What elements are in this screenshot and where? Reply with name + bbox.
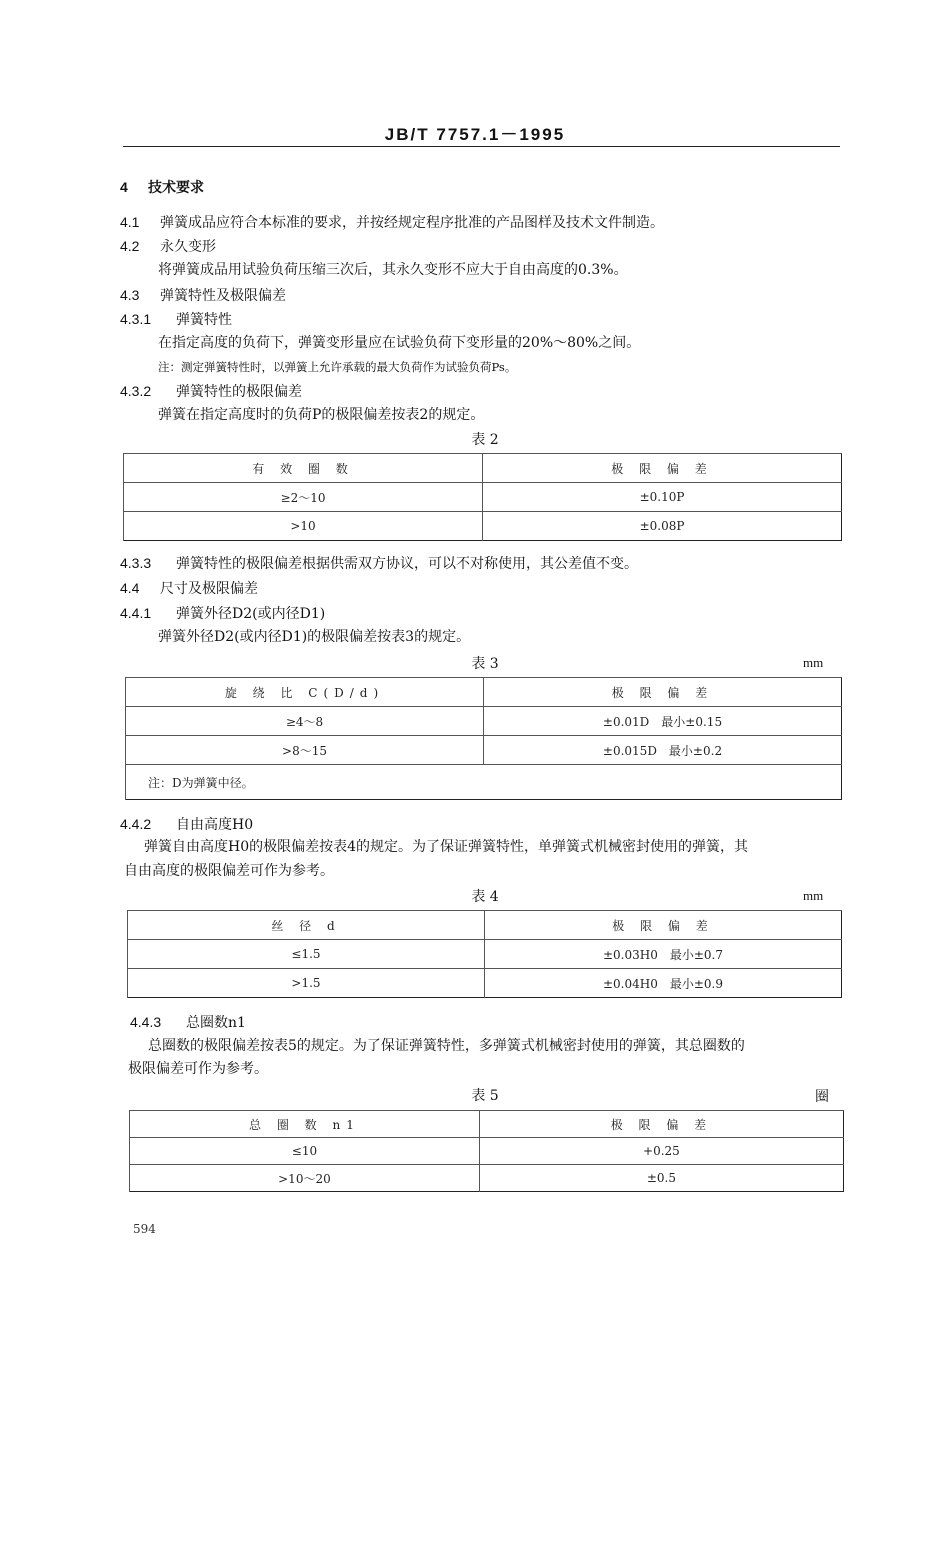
table-cell: +0.25 bbox=[479, 1138, 843, 1165]
table-cell: >10～20 bbox=[130, 1165, 480, 1192]
table-row bbox=[126, 736, 842, 765]
clause-4-4-2-body-line1: 弹簧自由高度H0的极限偏差按表4的规定。为了保证弹簧特性，单弹簧式机械密封使用的弹簧，其 bbox=[144, 839, 749, 855]
clause-4-3-3 bbox=[120, 554, 638, 573]
table-header: 丝 径 d bbox=[128, 911, 485, 940]
clause-number: 4.4.3 bbox=[130, 1014, 162, 1030]
clause-number: 4.4 bbox=[120, 580, 140, 596]
clause-4-3-1-heading bbox=[120, 310, 232, 329]
clause-number: 4.3.3 bbox=[120, 555, 152, 571]
table-cell: ±0.03H0 最小±0.7 bbox=[485, 940, 842, 969]
page-number: 594 bbox=[133, 1222, 156, 1236]
table-row bbox=[128, 940, 842, 969]
table-cell: ±0.5 bbox=[479, 1165, 843, 1192]
table-3-unit: mm bbox=[803, 655, 824, 670]
clause-4-3-heading bbox=[120, 286, 286, 305]
clause-4-4-3-body-line2: 极限偏差可作为参考。 bbox=[128, 1061, 268, 1077]
table-row bbox=[130, 1165, 844, 1192]
table-header: 极 限 偏 差 bbox=[483, 454, 842, 483]
clause-title: 弹簧特性及极限偏差 bbox=[160, 288, 286, 304]
table-header: 极 限 偏 差 bbox=[484, 678, 842, 707]
clause-text: 弹簧特性的极限偏差根据供需双方协议，可以不对称使用，其公差值不变。 bbox=[176, 556, 638, 572]
table-cell: ±0.10P bbox=[483, 483, 842, 512]
table-cell: >10 bbox=[124, 512, 483, 541]
clause-4-4-2-body-line2: 自由高度的极限偏差可作为参考。 bbox=[124, 863, 334, 879]
clause-title: 总圈数n1 bbox=[186, 1015, 246, 1031]
clause-4-2-heading bbox=[120, 237, 216, 256]
clause-4-4-1-heading bbox=[120, 604, 325, 623]
clause-4-3-2-body: 弹簧在指定高度时的负荷P的极限偏差按表2的规定。 bbox=[158, 407, 485, 423]
table-cell: ≥4～8 bbox=[126, 707, 484, 736]
table-row bbox=[130, 1138, 844, 1165]
clause-4-4-3-heading bbox=[130, 1013, 246, 1032]
clause-4-4-heading bbox=[120, 579, 258, 598]
table-cell: ±0.08P bbox=[483, 512, 842, 541]
table-4 bbox=[127, 910, 842, 998]
table-5-caption: 表 5 bbox=[471, 1088, 499, 1104]
table-row bbox=[124, 512, 842, 541]
clause-number: 4.3 bbox=[120, 287, 140, 303]
clause-number: 4.2 bbox=[120, 238, 140, 254]
table-2 bbox=[123, 453, 842, 541]
clause-title: 弹簧外径D2(或内径D1) bbox=[176, 606, 326, 622]
clause-4-1 bbox=[120, 213, 664, 232]
table-header: 总 圈 数 n1 bbox=[130, 1111, 480, 1138]
clause-title: 尺寸及极限偏差 bbox=[160, 581, 258, 597]
table-cell: ≥2～10 bbox=[124, 483, 483, 512]
section-4-heading bbox=[120, 178, 204, 197]
table-header: 极 限 偏 差 bbox=[485, 911, 842, 940]
table-row bbox=[124, 483, 842, 512]
clause-title: 永久变形 bbox=[160, 239, 216, 255]
section-number: 4 bbox=[120, 179, 128, 195]
clause-number: 4.3.2 bbox=[120, 383, 152, 399]
table-cell: ≤10 bbox=[130, 1138, 480, 1165]
clause-number: 4.4.1 bbox=[120, 605, 152, 621]
clause-number: 4.1 bbox=[120, 214, 140, 230]
table-header: 极 限 偏 差 bbox=[479, 1111, 843, 1138]
clause-number: 4.4.2 bbox=[120, 816, 152, 832]
table-row bbox=[128, 969, 842, 998]
standard-code-header: JB/T 7757.1－1995 bbox=[384, 125, 566, 144]
table-cell: ±0.04H0 最小±0.9 bbox=[485, 969, 842, 998]
table-cell: >1.5 bbox=[128, 969, 485, 998]
header-rule bbox=[123, 146, 840, 147]
clause-4-3-1-body: 在指定高度的负荷下，弹簧变形量应在试验负荷下变形量的20%～80%之间。 bbox=[158, 335, 641, 351]
table-5 bbox=[129, 1110, 844, 1192]
table-4-unit: mm bbox=[803, 888, 824, 903]
clause-text: 弹簧成品应符合本标准的要求，并按经规定程序批准的产品图样及技术文件制造。 bbox=[160, 215, 664, 231]
table-row bbox=[126, 707, 842, 736]
section-title: 技术要求 bbox=[148, 180, 204, 196]
clause-4-2-body: 将弹簧成品用试验负荷压缩三次后，其永久变形不应大于自由高度的0.3%。 bbox=[158, 262, 628, 278]
table-cell: ±0.015D 最小±0.2 bbox=[484, 736, 842, 765]
table-note-row bbox=[126, 765, 842, 800]
clause-4-4-3-body-line1: 总圈数的极限偏差按表5的规定。为了保证弹簧特性，多弹簧式机械密封使用的弹簧，其总圈数的 bbox=[148, 1038, 745, 1054]
clause-number: 4.3.1 bbox=[120, 311, 152, 327]
table-4-caption: 表 4 bbox=[471, 889, 499, 905]
table-note: 注：D为弹簧中径。 bbox=[126, 765, 842, 800]
clause-4-3-1-note: 注：测定弹簧特性时，以弹簧上允许承载的最大负荷作为试验负荷Ps。 bbox=[158, 360, 517, 374]
clause-4-4-1-body: 弹簧外径D2(或内径D1)的极限偏差按表3的规定。 bbox=[158, 629, 471, 645]
clause-title: 弹簧特性 bbox=[176, 312, 232, 328]
table-3 bbox=[125, 677, 842, 800]
clause-4-4-2-heading bbox=[120, 815, 253, 834]
table-cell: ≤1.5 bbox=[128, 940, 485, 969]
table-cell: ±0.01D 最小±0.15 bbox=[484, 707, 842, 736]
table-2-caption: 表 2 bbox=[471, 432, 499, 448]
table-header: 有 效 圈 数 bbox=[124, 454, 483, 483]
table-header: 旋 绕 比 C(D/d) bbox=[126, 678, 484, 707]
table-3-caption: 表 3 bbox=[471, 656, 499, 672]
table-5-unit: 圈 bbox=[815, 1090, 829, 1105]
clause-title: 弹簧特性的极限偏差 bbox=[176, 384, 302, 400]
table-cell: >8～15 bbox=[126, 736, 484, 765]
clause-title: 自由高度H0 bbox=[176, 817, 254, 833]
clause-4-3-2-heading bbox=[120, 382, 302, 401]
